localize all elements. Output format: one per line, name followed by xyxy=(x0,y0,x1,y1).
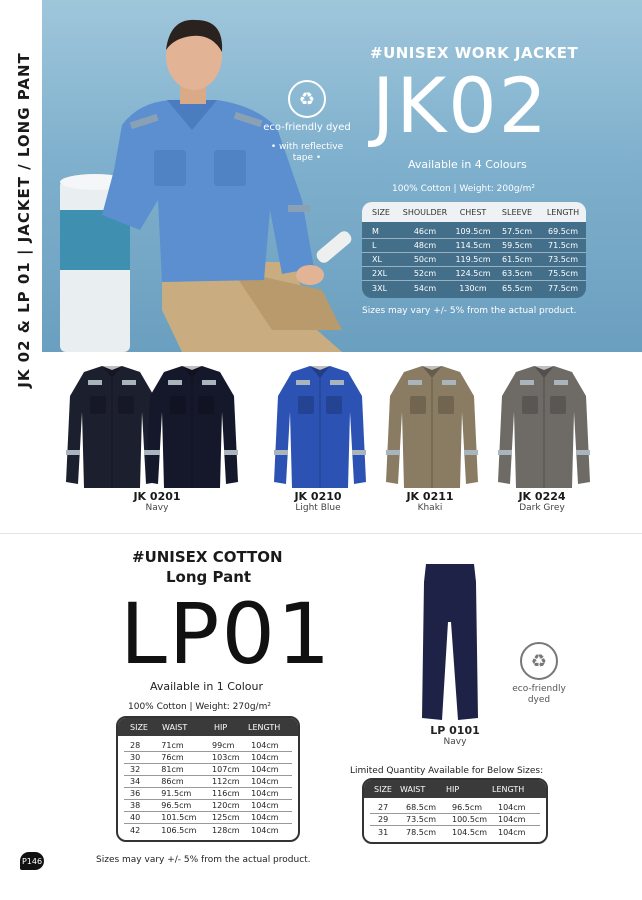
variant-code: JK 0201 xyxy=(133,490,181,503)
table-cell: 52cm xyxy=(413,269,437,278)
table-row xyxy=(362,281,586,295)
pant-note: Sizes may vary +/- 5% from the actual product. xyxy=(96,855,311,865)
table-cell: 59.5cm xyxy=(501,241,532,250)
jacket-availability: Available in 4 Colours xyxy=(408,158,527,171)
header-cell: SHOULDER xyxy=(402,207,448,217)
jacket-material: 100% Cotton | Weight: 200g/m² xyxy=(392,184,535,194)
variant-code: LP 0101 xyxy=(430,724,480,737)
table-cell: 128cm xyxy=(212,825,240,835)
table-cell: 65.5cm xyxy=(501,283,532,293)
table-cell: 34 xyxy=(130,777,141,786)
jacket-hero xyxy=(42,0,642,352)
jacket-darkgrey-image xyxy=(494,362,594,492)
table-cell: 63.5cm xyxy=(501,269,532,278)
table-cell: 96.5cm xyxy=(161,801,192,810)
header-cell: WAIST xyxy=(400,784,426,794)
eco-label: eco-friendly dyed xyxy=(263,122,351,133)
table-cell: L xyxy=(372,241,377,250)
pant-material: 100% Cotton | Weight: 270g/m² xyxy=(128,702,271,712)
table-cell: 69.5cm xyxy=(547,227,578,236)
variant-color: Navy xyxy=(443,737,467,747)
pant-navy-image xyxy=(420,562,480,722)
table-header xyxy=(364,780,546,798)
header-cell: LENGTH xyxy=(546,207,580,217)
table-row xyxy=(362,253,586,267)
variant-color: Light Blue xyxy=(295,503,341,513)
variant-code: JK 0224 xyxy=(518,490,566,503)
eco-leaf-icon: ♻ xyxy=(520,642,558,680)
section-divider xyxy=(0,533,642,534)
table-cell: 104cm xyxy=(251,801,279,810)
header-cell: SIZE xyxy=(374,784,392,794)
table-cell: 104cm xyxy=(251,825,279,835)
eco-label: eco-friendly dyed xyxy=(512,684,566,705)
table-cell: 101.5cm xyxy=(161,813,197,822)
table-cell: 29 xyxy=(378,815,389,824)
table-cell: 103cm xyxy=(212,753,240,762)
table-cell: 61.5cm xyxy=(501,255,532,264)
table-cell: 119.5cm xyxy=(455,255,491,264)
header-cell: HIP xyxy=(214,722,228,732)
table-cell: 124.5cm xyxy=(455,269,491,278)
table-cell: 104.5cm xyxy=(452,827,488,837)
table-cell: 96.5cm xyxy=(452,803,483,812)
table-cell: 73.5cm xyxy=(406,815,437,824)
pant-hashtag: #UNISEX COTTON xyxy=(132,548,283,566)
jacket-variant-navy xyxy=(102,490,212,513)
table-cell: 71.5cm xyxy=(547,241,578,250)
table-cell: 81cm xyxy=(161,765,184,774)
table-row xyxy=(124,800,292,812)
table-cell: 104cm xyxy=(498,827,526,837)
table-cell: 104cm xyxy=(251,777,279,786)
table-cell: 48cm xyxy=(413,241,437,250)
table-cell: 27 xyxy=(378,803,389,812)
table-cell: 75.5cm xyxy=(547,269,578,278)
jacket-code: JK02 xyxy=(372,61,549,150)
table-cell: 40 xyxy=(130,813,141,822)
table-cell: 125cm xyxy=(212,813,240,822)
pant-size-table xyxy=(116,716,300,842)
variant-code: JK 0211 xyxy=(406,490,454,503)
side-title-text: JK 02 & LP 01 | JACKET / LONG PANT xyxy=(15,52,33,388)
variant-color: Dark Grey xyxy=(519,503,565,513)
table-cell: 104cm xyxy=(251,741,279,750)
variant-color: Khaki xyxy=(417,503,443,513)
table-row xyxy=(362,225,586,239)
pant-variant xyxy=(420,724,490,747)
header-cell: LENGTH xyxy=(248,722,281,732)
table-cell: 38 xyxy=(130,801,141,810)
table-cell: 54cm xyxy=(413,283,437,293)
table-cell: 2XL xyxy=(372,269,388,278)
table-row xyxy=(124,788,292,800)
table-row xyxy=(370,826,540,838)
limited-size-table xyxy=(362,778,548,844)
table-row xyxy=(124,740,292,752)
table-cell: 104cm xyxy=(498,815,526,824)
table-header xyxy=(362,202,586,222)
table-body xyxy=(364,798,546,842)
variant-code: JK 0210 xyxy=(294,490,342,503)
table-cell: 50cm xyxy=(413,255,437,264)
variant-color: Navy xyxy=(145,503,169,513)
table-cell: 107cm xyxy=(212,765,240,774)
jacket-variant-lightblue xyxy=(268,490,368,513)
table-row xyxy=(124,752,292,764)
table-body xyxy=(118,736,298,840)
pant-availability: Available in 1 Colour xyxy=(150,680,263,693)
pant-eco-badge xyxy=(506,642,572,706)
table-cell: 57.5cm xyxy=(501,227,532,236)
jacket-variants xyxy=(42,352,642,532)
table-cell: 99cm xyxy=(212,741,235,750)
table-cell: 3XL xyxy=(372,283,388,293)
table-cell: XL xyxy=(372,255,382,264)
page-number: P146 xyxy=(20,852,44,870)
pant-code: LP01 xyxy=(120,585,333,683)
jacket-note: Sizes may vary +/- 5% from the actual product. xyxy=(362,306,577,316)
table-cell: 130cm xyxy=(459,283,487,293)
table-cell: 104cm xyxy=(251,789,279,798)
jacket-size-table xyxy=(362,202,586,298)
jacket-variant-khaki xyxy=(380,490,480,513)
table-cell: 86cm xyxy=(161,777,184,786)
jacket-lightblue-image xyxy=(270,362,370,492)
header-cell: HIP xyxy=(446,784,460,794)
table-row xyxy=(124,776,292,788)
table-cell: 104cm xyxy=(251,813,279,822)
table-row xyxy=(124,812,292,824)
table-cell: M xyxy=(372,227,379,236)
table-cell: 104cm xyxy=(251,753,279,762)
jacket-hashtag: #UNISEX WORK JACKET xyxy=(370,44,579,62)
table-cell: 106.5cm xyxy=(161,825,197,835)
reflective-label: • with reflective tape • xyxy=(270,142,344,163)
table-cell: 120cm xyxy=(212,801,240,810)
table-cell: 78.5cm xyxy=(406,827,437,837)
limited-label: Limited Quantity Available for Below Sizes: xyxy=(350,766,544,776)
table-row xyxy=(370,802,540,814)
table-cell: 32 xyxy=(130,765,141,774)
header-cell: SLEEVE xyxy=(501,207,533,217)
table-cell: 77.5cm xyxy=(547,283,578,293)
header-cell: SIZE xyxy=(130,722,148,732)
jacket-variant-darkgrey xyxy=(492,490,592,513)
jacket-khaki-image xyxy=(382,362,482,492)
pant-subtitle: Long Pant xyxy=(166,568,252,586)
header-cell: CHEST xyxy=(459,207,487,217)
table-cell: 104cm xyxy=(251,765,279,774)
table-cell: 42 xyxy=(130,825,141,835)
table-cell: 46cm xyxy=(413,227,437,236)
table-cell: 36 xyxy=(130,789,141,798)
model-photo xyxy=(42,0,372,352)
table-cell: 73.5cm xyxy=(547,255,578,264)
header-cell: SIZE xyxy=(372,207,390,217)
jacket-navy-image xyxy=(62,362,242,492)
table-row xyxy=(362,239,586,253)
header-cell: WAIST xyxy=(162,722,188,732)
eco-leaf-icon: ♻ xyxy=(288,80,326,118)
table-body xyxy=(362,222,586,298)
table-cell: 116cm xyxy=(212,789,240,798)
table-cell: 68.5cm xyxy=(406,803,437,812)
table-cell: 114.5cm xyxy=(455,241,491,250)
table-row xyxy=(362,267,586,281)
table-cell: 109.5cm xyxy=(455,227,491,236)
table-cell: 31 xyxy=(378,827,389,837)
table-cell: 71cm xyxy=(161,741,184,750)
table-row xyxy=(124,764,292,776)
table-header xyxy=(118,718,298,736)
header-cell: LENGTH xyxy=(492,784,525,794)
table-cell: 30 xyxy=(130,753,141,762)
table-cell: 28 xyxy=(130,741,141,750)
table-row xyxy=(370,814,540,826)
table-cell: 76cm xyxy=(161,753,184,762)
table-cell: 104cm xyxy=(498,803,526,812)
table-cell: 112cm xyxy=(212,777,240,786)
side-title xyxy=(4,30,44,410)
eco-badge xyxy=(262,80,352,164)
table-row xyxy=(124,824,292,836)
table-cell: 91.5cm xyxy=(161,789,192,798)
table-cell: 100.5cm xyxy=(452,815,488,824)
